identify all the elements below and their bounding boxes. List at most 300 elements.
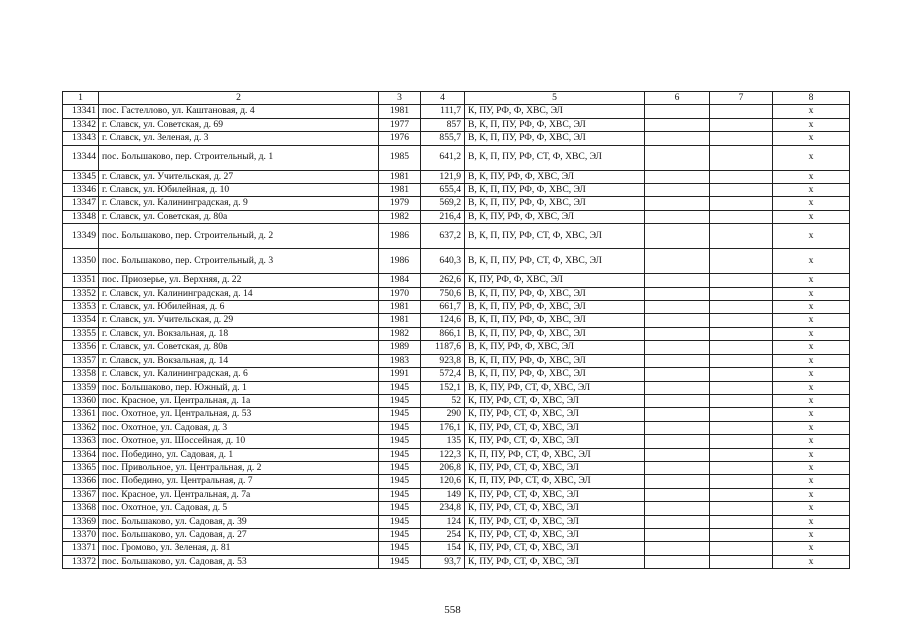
address-cell: пос. Большаково, пер. Строительный, д. 3: [99, 249, 379, 274]
mark-cell: х: [773, 354, 850, 367]
utilities-cell: В, К, ПУ, РФ, Ф, ХВС, ЭЛ: [465, 170, 645, 183]
col6-cell: [645, 502, 710, 515]
address-cell: г. Славск, ул. Калининградская, д. 14: [99, 287, 379, 300]
year-cell: 1981: [379, 314, 421, 327]
address-cell: г. Славск, ул. Советская, д. 80а: [99, 210, 379, 223]
address-cell: пос. Большаково, пер. Южный, д. 1: [99, 381, 379, 394]
header-col-1: 1: [63, 92, 99, 105]
table-row: [63, 542, 850, 555]
year-cell: 1981: [379, 301, 421, 314]
utilities-cell: В, К, П, ПУ, РФ, СТ, Ф, ХВС, ЭЛ: [465, 249, 645, 274]
area-cell: 234,8: [421, 502, 465, 515]
col7-cell: [710, 287, 773, 300]
mark-cell: х: [773, 249, 850, 274]
row-number: 13341: [63, 105, 99, 118]
table-row: [63, 170, 850, 183]
area-cell: 149: [421, 488, 465, 501]
col6-cell: [645, 555, 710, 568]
mark-cell: х: [773, 421, 850, 434]
col6-cell: [645, 461, 710, 474]
row-number: 13344: [63, 145, 99, 170]
table-row: [63, 408, 850, 421]
table-row: [63, 555, 850, 568]
header-col-8: 8: [773, 92, 850, 105]
address-cell: пос. Победино, ул. Центральная, д. 7: [99, 475, 379, 488]
mark-cell: х: [773, 542, 850, 555]
col6-cell: [645, 314, 710, 327]
col6-cell: [645, 475, 710, 488]
utilities-cell: К, ПУ, РФ, СТ, Ф, ХВС, ЭЛ: [465, 515, 645, 528]
area-cell: 206,8: [421, 461, 465, 474]
table-row: [63, 421, 850, 434]
mark-cell: х: [773, 301, 850, 314]
col7-cell: [710, 170, 773, 183]
area-cell: 866,1: [421, 327, 465, 340]
col7-cell: [710, 314, 773, 327]
address-cell: пос. Охотное, ул. Шоссейная, д. 10: [99, 435, 379, 448]
utilities-cell: В, К, П, ПУ, РФ, Ф, ХВС, ЭЛ: [465, 301, 645, 314]
col7-cell: [710, 210, 773, 223]
address-cell: пос. Красное, ул. Центральная, д. 1а: [99, 394, 379, 407]
col7-cell: [710, 105, 773, 118]
row-number: 13354: [63, 314, 99, 327]
utilities-cell: К, ПУ, РФ, СТ, Ф, ХВС, ЭЛ: [465, 435, 645, 448]
year-cell: 1986: [379, 224, 421, 249]
utilities-cell: К, ПУ, РФ, СТ, Ф, ХВС, ЭЛ: [465, 421, 645, 434]
row-number: 13343: [63, 132, 99, 145]
year-cell: 1981: [379, 170, 421, 183]
year-cell: 1945: [379, 448, 421, 461]
utilities-cell: К, ПУ, РФ, СТ, Ф, ХВС, ЭЛ: [465, 555, 645, 568]
area-cell: 661,7: [421, 301, 465, 314]
row-number: 13368: [63, 502, 99, 515]
col7-cell: [710, 435, 773, 448]
table-row: [63, 287, 850, 300]
year-cell: 1945: [379, 394, 421, 407]
year-cell: 1981: [379, 184, 421, 197]
mark-cell: х: [773, 118, 850, 131]
mark-cell: х: [773, 475, 850, 488]
table-row: [63, 132, 850, 145]
area-cell: 254: [421, 528, 465, 541]
table-row: [63, 145, 850, 170]
area-cell: 111,7: [421, 105, 465, 118]
utilities-cell: К, ПУ, РФ, СТ, Ф, ХВС, ЭЛ: [465, 528, 645, 541]
row-number: 13349: [63, 224, 99, 249]
area-cell: 154: [421, 542, 465, 555]
row-number: 13366: [63, 475, 99, 488]
row-number: 13346: [63, 184, 99, 197]
area-cell: 572,4: [421, 368, 465, 381]
row-number: 13367: [63, 488, 99, 501]
address-cell: г. Славск, ул. Калининградская, д. 9: [99, 197, 379, 210]
col6-cell: [645, 542, 710, 555]
utilities-cell: В, К, ПУ, РФ, СТ, Ф, ХВС, ЭЛ: [465, 381, 645, 394]
area-cell: 637,2: [421, 224, 465, 249]
year-cell: 1982: [379, 327, 421, 340]
utilities-cell: В, К, П, ПУ, РФ, Ф, ХВС, ЭЛ: [465, 314, 645, 327]
address-cell: г. Славск, ул. Зеленая, д. 3: [99, 132, 379, 145]
table-row: [63, 341, 850, 354]
table-row: [63, 488, 850, 501]
year-cell: 1945: [379, 515, 421, 528]
address-cell: г. Славск, ул. Учительская, д. 29: [99, 314, 379, 327]
header-col-3: 3: [379, 92, 421, 105]
row-number: 13359: [63, 381, 99, 394]
year-cell: 1945: [379, 408, 421, 421]
year-cell: 1945: [379, 502, 421, 515]
col7-cell: [710, 327, 773, 340]
year-cell: 1945: [379, 461, 421, 474]
year-cell: 1986: [379, 249, 421, 274]
area-cell: 124: [421, 515, 465, 528]
col6-cell: [645, 287, 710, 300]
address-cell: пос. Большаково, ул. Садовая, д. 53: [99, 555, 379, 568]
year-cell: 1989: [379, 341, 421, 354]
mark-cell: х: [773, 341, 850, 354]
year-cell: 1983: [379, 354, 421, 367]
header-col-5: 5: [465, 92, 645, 105]
mark-cell: х: [773, 381, 850, 394]
row-number: 13353: [63, 301, 99, 314]
row-number: 13362: [63, 421, 99, 434]
year-cell: 1977: [379, 118, 421, 131]
area-cell: 93,7: [421, 555, 465, 568]
address-cell: пос. Большаково, пер. Строительный, д. 2: [99, 224, 379, 249]
year-cell: 1976: [379, 132, 421, 145]
col7-cell: [710, 145, 773, 170]
col7-cell: [710, 224, 773, 249]
area-cell: 857: [421, 118, 465, 131]
col7-cell: [710, 197, 773, 210]
area-cell: 216,4: [421, 210, 465, 223]
address-cell: пос. Охотное, ул. Садовая, д. 3: [99, 421, 379, 434]
address-cell: г. Славск, ул. Юбилейная, д. 6: [99, 301, 379, 314]
utilities-cell: К, ПУ, РФ, СТ, Ф, ХВС, ЭЛ: [465, 461, 645, 474]
col7-cell: [710, 408, 773, 421]
row-number: 13351: [63, 274, 99, 287]
table-row: [63, 224, 850, 249]
col7-cell: [710, 301, 773, 314]
table-row: [63, 528, 850, 541]
row-number: 13361: [63, 408, 99, 421]
address-cell: г. Славск, ул. Калининградская, д. 6: [99, 368, 379, 381]
mark-cell: х: [773, 145, 850, 170]
utilities-cell: В, К, П, ПУ, РФ, СТ, Ф, ХВС, ЭЛ: [465, 224, 645, 249]
row-number: 13364: [63, 448, 99, 461]
address-cell: г. Славск, ул. Юбилейная, д. 10: [99, 184, 379, 197]
header-col-7: 7: [710, 92, 773, 105]
year-cell: 1982: [379, 210, 421, 223]
utilities-cell: К, П, ПУ, РФ, СТ, Ф, ХВС, ЭЛ: [465, 448, 645, 461]
row-number: 13370: [63, 528, 99, 541]
col7-cell: [710, 502, 773, 515]
row-number: 13342: [63, 118, 99, 131]
address-cell: г. Славск, ул. Вокзальная, д. 18: [99, 327, 379, 340]
mark-cell: х: [773, 368, 850, 381]
mark-cell: х: [773, 287, 850, 300]
col6-cell: [645, 341, 710, 354]
col6-cell: [645, 488, 710, 501]
mark-cell: х: [773, 314, 850, 327]
address-cell: пос. Большаково, пер. Строительный, д. 1: [99, 145, 379, 170]
row-number: 13350: [63, 249, 99, 274]
year-cell: 1981: [379, 105, 421, 118]
mark-cell: х: [773, 515, 850, 528]
mark-cell: х: [773, 528, 850, 541]
area-cell: 750,6: [421, 287, 465, 300]
table-row: [63, 105, 850, 118]
mark-cell: х: [773, 170, 850, 183]
col6-cell: [645, 354, 710, 367]
col6-cell: [645, 515, 710, 528]
col6-cell: [645, 327, 710, 340]
table-row: [63, 461, 850, 474]
utilities-cell: В, К, П, ПУ, РФ, Ф, ХВС, ЭЛ: [465, 132, 645, 145]
col7-cell: [710, 354, 773, 367]
address-cell: пос. Красное, ул. Центральная, д. 7а: [99, 488, 379, 501]
col7-cell: [710, 488, 773, 501]
col7-cell: [710, 274, 773, 287]
row-number: 13355: [63, 327, 99, 340]
header-col-4: 4: [421, 92, 465, 105]
table-row: [63, 314, 850, 327]
table-row: [63, 381, 850, 394]
area-cell: 655,4: [421, 184, 465, 197]
row-number: 13357: [63, 354, 99, 367]
area-cell: 124,6: [421, 314, 465, 327]
year-cell: 1945: [379, 381, 421, 394]
utilities-cell: К, ПУ, РФ, СТ, Ф, ХВС, ЭЛ: [465, 408, 645, 421]
utilities-cell: К, П, ПУ, РФ, СТ, Ф, ХВС, ЭЛ: [465, 475, 645, 488]
row-number: 13358: [63, 368, 99, 381]
address-cell: пос. Большаково, ул. Садовая, д. 39: [99, 515, 379, 528]
row-number: 13356: [63, 341, 99, 354]
row-number: 13360: [63, 394, 99, 407]
mark-cell: х: [773, 274, 850, 287]
address-cell: пос. Охотное, ул. Центральная, д. 53: [99, 408, 379, 421]
col7-cell: [710, 249, 773, 274]
col7-cell: [710, 394, 773, 407]
col7-cell: [710, 461, 773, 474]
col7-cell: [710, 515, 773, 528]
mark-cell: х: [773, 435, 850, 448]
col7-cell: [710, 341, 773, 354]
table-row: [63, 118, 850, 131]
mark-cell: х: [773, 105, 850, 118]
mark-cell: х: [773, 461, 850, 474]
row-number: 13363: [63, 435, 99, 448]
col7-cell: [710, 542, 773, 555]
year-cell: 1984: [379, 274, 421, 287]
table-row: [63, 394, 850, 407]
address-cell: пос. Большаково, ул. Садовая, д. 27: [99, 528, 379, 541]
utilities-cell: К, ПУ, РФ, СТ, Ф, ХВС, ЭЛ: [465, 394, 645, 407]
col6-cell: [645, 132, 710, 145]
year-cell: 1945: [379, 542, 421, 555]
year-cell: 1945: [379, 475, 421, 488]
area-cell: 135: [421, 435, 465, 448]
col6-cell: [645, 118, 710, 131]
col6-cell: [645, 184, 710, 197]
area-cell: 1187,6: [421, 341, 465, 354]
col6-cell: [645, 224, 710, 249]
table-row: [63, 274, 850, 287]
row-number: 13372: [63, 555, 99, 568]
address-cell: пос. Победино, ул. Садовая, д. 1: [99, 448, 379, 461]
year-cell: 1945: [379, 488, 421, 501]
mark-cell: х: [773, 132, 850, 145]
table-body: [63, 105, 850, 569]
utilities-cell: К, ПУ, РФ, СТ, Ф, ХВС, ЭЛ: [465, 502, 645, 515]
mark-cell: х: [773, 488, 850, 501]
table-header-row: [63, 92, 850, 105]
mark-cell: х: [773, 327, 850, 340]
area-cell: 855,7: [421, 132, 465, 145]
table-row: [63, 197, 850, 210]
mark-cell: х: [773, 184, 850, 197]
col6-cell: [645, 381, 710, 394]
area-cell: 122,3: [421, 448, 465, 461]
col7-cell: [710, 132, 773, 145]
col6-cell: [645, 368, 710, 381]
area-cell: 52: [421, 394, 465, 407]
row-number: 13371: [63, 542, 99, 555]
utilities-cell: В, К, П, ПУ, РФ, СТ, Ф, ХВС, ЭЛ: [465, 145, 645, 170]
table-row: [63, 249, 850, 274]
col7-cell: [710, 381, 773, 394]
area-cell: 120,6: [421, 475, 465, 488]
col7-cell: [710, 421, 773, 434]
row-number: 13365: [63, 461, 99, 474]
col6-cell: [645, 448, 710, 461]
mark-cell: х: [773, 210, 850, 223]
mark-cell: х: [773, 502, 850, 515]
area-cell: 290: [421, 408, 465, 421]
page-number: 558: [444, 604, 461, 616]
year-cell: 1945: [379, 421, 421, 434]
row-number: 13345: [63, 170, 99, 183]
col6-cell: [645, 170, 710, 183]
mark-cell: х: [773, 197, 850, 210]
col7-cell: [710, 475, 773, 488]
area-cell: 640,3: [421, 249, 465, 274]
mark-cell: х: [773, 555, 850, 568]
header-col-6: 6: [645, 92, 710, 105]
col6-cell: [645, 105, 710, 118]
table-row: [63, 448, 850, 461]
utilities-cell: В, К, П, ПУ, РФ, Ф, ХВС, ЭЛ: [465, 184, 645, 197]
col6-cell: [645, 408, 710, 421]
utilities-cell: В, К, П, ПУ, РФ, Ф, ХВС, ЭЛ: [465, 327, 645, 340]
col7-cell: [710, 528, 773, 541]
row-number: 13352: [63, 287, 99, 300]
table-row: [63, 475, 850, 488]
table-row: [63, 301, 850, 314]
year-cell: 1970: [379, 287, 421, 300]
area-cell: 923,8: [421, 354, 465, 367]
area-cell: 262,6: [421, 274, 465, 287]
row-number: 13369: [63, 515, 99, 528]
utilities-cell: К, ПУ, РФ, Ф, ХВС, ЭЛ: [465, 274, 645, 287]
utilities-cell: К, ПУ, РФ, СТ, Ф, ХВС, ЭЛ: [465, 542, 645, 555]
col6-cell: [645, 528, 710, 541]
col7-cell: [710, 184, 773, 197]
area-cell: 569,2: [421, 197, 465, 210]
address-cell: г. Славск, ул. Советская, д. 80в: [99, 341, 379, 354]
table-row: [63, 354, 850, 367]
table-row: [63, 515, 850, 528]
col6-cell: [645, 274, 710, 287]
table-row: [63, 327, 850, 340]
address-cell: пос. Привольное, ул. Центральная, д. 2: [99, 461, 379, 474]
year-cell: 1945: [379, 555, 421, 568]
col7-cell: [710, 448, 773, 461]
col6-cell: [645, 210, 710, 223]
utilities-cell: В, К, П, ПУ, РФ, Ф, ХВС, ЭЛ: [465, 118, 645, 131]
col6-cell: [645, 421, 710, 434]
row-number: 13347: [63, 197, 99, 210]
col6-cell: [645, 249, 710, 274]
utilities-cell: В, К, П, ПУ, РФ, Ф, ХВС, ЭЛ: [465, 287, 645, 300]
year-cell: 1985: [379, 145, 421, 170]
table-row: [63, 184, 850, 197]
table-row: [63, 502, 850, 515]
area-cell: 121,9: [421, 170, 465, 183]
utilities-cell: В, К, П, ПУ, РФ, Ф, ХВС, ЭЛ: [465, 197, 645, 210]
col7-cell: [710, 555, 773, 568]
year-cell: 1979: [379, 197, 421, 210]
col7-cell: [710, 118, 773, 131]
utilities-cell: В, К, ПУ, РФ, Ф, ХВС, ЭЛ: [465, 341, 645, 354]
year-cell: 1991: [379, 368, 421, 381]
year-cell: 1945: [379, 435, 421, 448]
area-cell: 176,1: [421, 421, 465, 434]
utilities-cell: К, ПУ, РФ, СТ, Ф, ХВС, ЭЛ: [465, 488, 645, 501]
table-row: [63, 368, 850, 381]
table-row: [63, 210, 850, 223]
mark-cell: х: [773, 408, 850, 421]
col7-cell: [710, 368, 773, 381]
area-cell: 641,2: [421, 145, 465, 170]
col6-cell: [645, 197, 710, 210]
utilities-cell: В, К, П, ПУ, РФ, Ф, ХВС, ЭЛ: [465, 368, 645, 381]
utilities-cell: К, ПУ, РФ, Ф, ХВС, ЭЛ: [465, 105, 645, 118]
table-row: [63, 435, 850, 448]
col6-cell: [645, 301, 710, 314]
area-cell: 152,1: [421, 381, 465, 394]
address-cell: пос. Громово, ул. Зеленая, д. 81: [99, 542, 379, 555]
address-cell: г. Славск, ул. Учительская, д. 27: [99, 170, 379, 183]
address-cell: пос. Приозерье, ул. Верхняя, д. 22: [99, 274, 379, 287]
mark-cell: х: [773, 224, 850, 249]
header-col-2: 2: [99, 92, 379, 105]
col6-cell: [645, 394, 710, 407]
utilities-cell: В, К, ПУ, РФ, Ф, ХВС, ЭЛ: [465, 210, 645, 223]
address-cell: г. Славск, ул. Советская, д. 69: [99, 118, 379, 131]
housing-table: [62, 91, 850, 569]
address-cell: г. Славск, ул. Вокзальная, д. 14: [99, 354, 379, 367]
mark-cell: х: [773, 448, 850, 461]
address-cell: пос. Гастеллово, ул. Каштановая, д. 4: [99, 105, 379, 118]
address-cell: пос. Охотное, ул. Садовая, д. 5: [99, 502, 379, 515]
year-cell: 1945: [379, 528, 421, 541]
mark-cell: х: [773, 394, 850, 407]
row-number: 13348: [63, 210, 99, 223]
col6-cell: [645, 435, 710, 448]
col6-cell: [645, 145, 710, 170]
utilities-cell: В, К, П, ПУ, РФ, Ф, ХВС, ЭЛ: [465, 354, 645, 367]
